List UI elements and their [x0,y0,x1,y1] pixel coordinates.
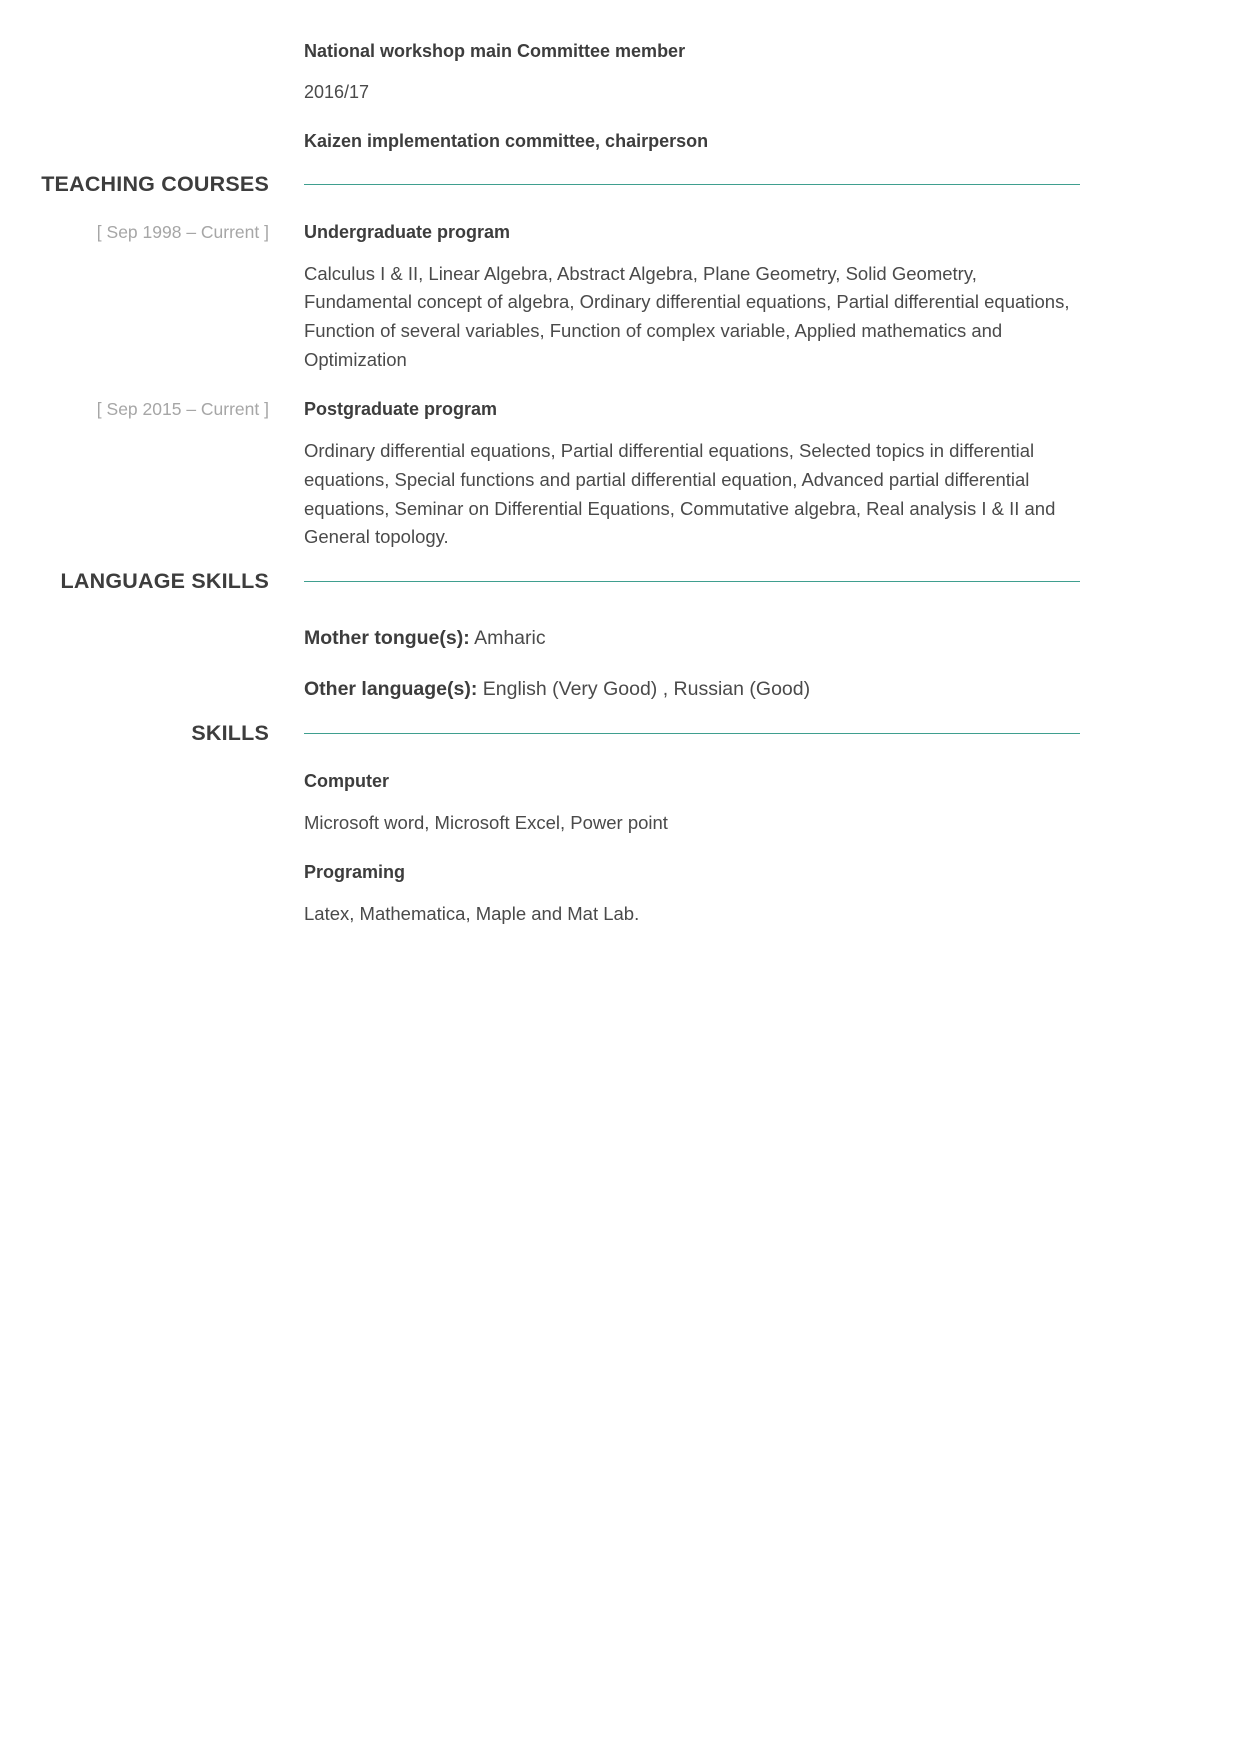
language-line [304,624,1080,653]
skill-group-title: Computer [304,770,389,791]
entry-detail: 2016/17 [304,82,370,102]
teaching-entry-undergraduate [0,219,1240,375]
language-row-other-languages [0,675,1240,704]
skill-group-programing [0,859,1240,929]
entry-title: Undergraduate program [304,221,511,242]
language-label: Other language(s): [304,677,478,700]
teaching-entry-postgraduate [0,396,1240,552]
section-rule-wrap [283,733,1240,734]
language-value: Amharic [474,626,546,649]
entry-date: [ Sep 2015 – Current ] [96,399,269,420]
section-rule-wrap [283,581,1240,582]
language-row-mother-tongue [0,624,1240,653]
entry-body: Calculus I & II, Linear Algebra, Abstract Algebra, Plane Geometry, Solid Geometry, Fundamental concept of algebra, Ordinary differential equations, Partial differential equations, Function of several variables, Function of complex variable, Applied mathematics and Optimization [304,262,1070,370]
skill-group-computer [0,768,1240,838]
entry-row [0,128,1240,155]
section-header-teaching-courses [0,173,1240,197]
entry-content [283,396,1240,552]
section-header-skills [0,722,1240,746]
entry-content [283,38,1240,106]
section-divider [304,184,1080,185]
entry-title: Kaizen implementation committee, chairperson [304,131,709,151]
section-title: LANGUAGE SKILLS [60,569,269,594]
entry-row [0,38,1240,106]
section-divider [304,733,1080,734]
section-title: TEACHING COURSES [41,172,269,196]
entry-content [283,219,1240,375]
entry-content [283,624,1240,653]
language-value: English (Very Good) , Russian (Good) [482,677,811,700]
skill-group-body: Latex, Mathematica, Maple and Mat Lab. [304,903,640,925]
entry-content [283,859,1240,929]
skill-group-title: Programing [304,862,406,883]
entry-content [283,675,1240,704]
language-label: Mother tongue(s): [304,626,470,649]
section-rule-wrap [283,184,1240,185]
entry-title: National workshop main Committee member [304,41,686,61]
entry-date-column [0,396,283,422]
entry-content [283,128,1240,155]
section-title: SKILLS [191,721,269,746]
entry-date: [ Sep 1998 – Current ] [96,221,269,242]
section-header-language-skills [0,570,1240,594]
entry-date-column [0,219,283,245]
entry-body: Ordinary differential equations, Partial differential equations, Selected topics in differential equations, Special functions and partial differential equation, Advanced partial differential equations, Seminar on Differential Equations, Commutative algebra, Real analysis I & II and General topology. [304,440,1056,548]
section-divider [304,581,1080,582]
entry-title: Postgraduate program [304,399,498,420]
language-line [304,675,1080,704]
entry-content [283,768,1240,838]
skill-group-body: Microsoft word, Microsoft Excel, Power point [304,811,668,833]
